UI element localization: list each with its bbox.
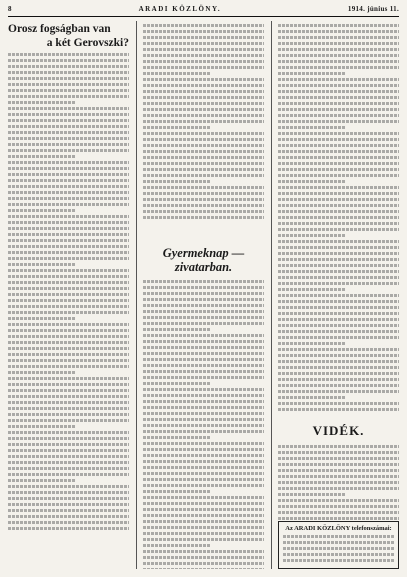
illegible-text-line — [143, 508, 264, 511]
issue-date: 1914. június 11. — [347, 5, 399, 13]
illegible-text-line — [8, 365, 129, 368]
illegible-text-line — [278, 108, 399, 111]
illegible-text-line — [8, 65, 129, 68]
illegible-text-line — [8, 53, 129, 56]
illegible-text-line — [143, 340, 264, 343]
masthead-rule — [8, 16, 399, 17]
regional-section-heading: VIDÉK. — [312, 423, 365, 438]
illegible-text-line — [8, 161, 129, 164]
illegible-text-line — [8, 263, 75, 266]
illegible-text-line — [143, 490, 210, 493]
illegible-text-line — [143, 556, 264, 559]
illegible-text-line — [143, 424, 264, 427]
illegible-text-line — [8, 113, 129, 116]
illegible-text-line — [8, 527, 129, 530]
illegible-text-line — [8, 515, 129, 518]
illegible-text-line — [283, 559, 394, 562]
illegible-text-line — [8, 77, 129, 80]
illegible-text-line — [278, 499, 399, 502]
illegible-text-line — [8, 431, 129, 434]
column-body-text — [143, 24, 264, 219]
illegible-text-line — [278, 24, 399, 27]
illegible-text-line — [143, 328, 210, 331]
illegible-text-line — [8, 197, 129, 200]
illegible-text-line — [278, 42, 399, 45]
column-middle — [136, 21, 264, 569]
illegible-text-line — [278, 324, 399, 327]
illegible-text-line — [278, 372, 399, 375]
illegible-text-line — [143, 346, 264, 349]
illegible-text-line — [8, 347, 129, 350]
illegible-text-line — [8, 209, 75, 212]
illegible-text-line — [8, 245, 129, 248]
illegible-text-line — [278, 264, 399, 267]
illegible-text-line — [8, 341, 129, 344]
illegible-text-line — [143, 568, 264, 569]
illegible-text-line — [143, 376, 264, 379]
illegible-text-line — [8, 125, 129, 128]
lead-headline-line2: a két Gerovszki? — [46, 37, 129, 49]
illegible-text-line — [8, 287, 129, 290]
illegible-text-line — [8, 305, 129, 308]
illegible-text-line — [278, 457, 399, 460]
illegible-text-line — [143, 502, 264, 505]
illegible-text-line — [8, 317, 75, 320]
column-left — [8, 21, 129, 569]
illegible-text-line — [278, 348, 399, 351]
illegible-text-line — [278, 342, 345, 345]
illegible-text-line — [8, 473, 129, 476]
illegible-text-line — [278, 126, 345, 129]
illegible-text-line — [143, 436, 210, 439]
illegible-text-line — [278, 144, 399, 147]
illegible-text-line — [278, 246, 399, 249]
illegible-text-line — [143, 442, 264, 445]
column-body-text — [278, 24, 399, 411]
illegible-text-line — [278, 288, 345, 291]
illegible-text-line — [8, 479, 75, 482]
illegible-text-line — [8, 443, 129, 446]
illegible-text-line — [8, 185, 129, 188]
illegible-text-line — [143, 144, 264, 147]
illegible-text-line — [278, 378, 399, 381]
illegible-text-line — [143, 562, 264, 565]
column-body-text — [8, 53, 129, 530]
illegible-text-line — [8, 311, 129, 314]
illegible-text-line — [278, 306, 399, 309]
illegible-text-line — [278, 258, 399, 261]
illegible-text-line — [143, 102, 264, 105]
illegible-text-line — [143, 460, 264, 463]
illegible-text-line — [278, 312, 399, 315]
illegible-text-line — [143, 42, 264, 45]
illegible-text-line — [143, 204, 264, 207]
illegible-text-line — [8, 233, 129, 236]
illegible-text-line — [143, 388, 264, 391]
illegible-text-line — [8, 509, 129, 512]
illegible-text-line — [278, 330, 399, 333]
illegible-text-line — [8, 137, 129, 140]
illegible-text-line — [278, 270, 399, 273]
illegible-text-line — [143, 448, 264, 451]
illegible-text-line — [8, 119, 129, 122]
illegible-text-line — [278, 463, 399, 466]
illegible-text-line — [143, 472, 264, 475]
illegible-text-line — [278, 138, 399, 141]
illegible-text-line — [8, 215, 129, 218]
illegible-text-line — [278, 216, 399, 219]
illegible-text-line — [278, 402, 399, 405]
illegible-text-line — [143, 24, 264, 27]
illegible-text-line — [278, 511, 399, 514]
illegible-text-line — [143, 180, 210, 183]
illegible-text-line — [278, 30, 399, 33]
illegible-text-line — [8, 335, 129, 338]
illegible-text-line — [8, 275, 129, 278]
illegible-text-line — [143, 370, 264, 373]
telephone-numbers-box — [278, 521, 399, 569]
illegible-text-line — [278, 96, 399, 99]
illegible-text-line — [278, 174, 399, 177]
illegible-text-line — [143, 60, 264, 63]
illegible-text-line — [278, 186, 399, 189]
illegible-text-line — [278, 252, 399, 255]
illegible-text-line — [8, 257, 129, 260]
illegible-text-line — [278, 318, 399, 321]
illegible-text-line — [143, 364, 264, 367]
illegible-text-line — [8, 203, 129, 206]
illegible-text-line — [278, 354, 399, 357]
illegible-text-line — [143, 186, 264, 189]
illegible-text-line — [278, 48, 399, 51]
illegible-text-line — [8, 491, 129, 494]
illegible-text-line — [278, 78, 399, 81]
illegible-text-line — [8, 167, 129, 170]
illegible-text-line — [8, 383, 129, 386]
illegible-text-line — [278, 505, 399, 508]
illegible-text-line — [143, 156, 264, 159]
illegible-text-line — [278, 390, 399, 393]
illegible-text-line — [8, 251, 129, 254]
illegible-text-line — [143, 292, 264, 295]
illegible-text-line — [8, 437, 129, 440]
illegible-text-line — [278, 168, 399, 171]
feature-article — [143, 243, 264, 569]
illegible-text-line — [8, 179, 129, 182]
illegible-text-line — [8, 389, 129, 392]
illegible-text-line — [143, 192, 264, 195]
illegible-text-line — [278, 192, 399, 195]
illegible-text-line — [143, 66, 264, 69]
illegible-text-line — [143, 48, 264, 51]
illegible-text-line — [278, 132, 399, 135]
illegible-text-line — [143, 454, 264, 457]
illegible-text-line — [8, 485, 129, 488]
illegible-text-line — [278, 469, 399, 472]
illegible-text-line — [8, 467, 129, 470]
illegible-text-line — [278, 204, 399, 207]
illegible-text-line — [278, 360, 399, 363]
illegible-text-line — [278, 451, 399, 454]
illegible-text-line — [8, 413, 129, 416]
illegible-text-line — [8, 395, 129, 398]
illegible-text-line — [143, 138, 264, 141]
illegible-text-line — [143, 126, 210, 129]
illegible-text-line — [8, 449, 129, 452]
telephone-box-title: Az ARADI KÖZLÖNY telefonszámai: — [285, 525, 392, 532]
illegible-text-line — [143, 132, 264, 135]
telephone-box-lines — [283, 535, 394, 562]
illegible-text-line — [8, 59, 129, 62]
illegible-text-line — [278, 102, 399, 105]
illegible-text-line — [278, 90, 399, 93]
illegible-text-line — [143, 84, 264, 87]
illegible-text-line — [8, 359, 129, 362]
illegible-text-line — [143, 520, 264, 523]
illegible-text-line — [8, 293, 129, 296]
illegible-text-line — [143, 550, 264, 553]
illegible-text-line — [143, 96, 264, 99]
newspaper-title: ARADI KÖZLÖNY. — [138, 5, 222, 13]
illegible-text-line — [143, 544, 210, 547]
illegible-text-line — [143, 120, 264, 123]
illegible-text-line — [143, 538, 264, 541]
illegible-text-line — [143, 526, 264, 529]
illegible-text-line — [143, 72, 210, 75]
illegible-text-line — [143, 304, 264, 307]
lead-headline-line1: Orosz fogságban van — [8, 23, 111, 35]
illegible-text-line — [143, 168, 264, 171]
illegible-text-line — [143, 114, 264, 117]
illegible-text-line — [278, 228, 399, 231]
illegible-text-line — [8, 107, 129, 110]
illegible-text-line — [143, 36, 264, 39]
illegible-text-line — [278, 156, 399, 159]
illegible-text-line — [278, 396, 345, 399]
illegible-text-line — [278, 445, 399, 448]
illegible-text-line — [278, 384, 399, 387]
illegible-text-line — [143, 466, 264, 469]
illegible-text-line — [143, 514, 264, 517]
regional-section — [278, 419, 399, 523]
columns — [8, 21, 399, 569]
illegible-text-line — [143, 310, 264, 313]
illegible-text-line — [143, 286, 264, 289]
illegible-text-line — [143, 412, 264, 415]
illegible-text-line — [8, 299, 129, 302]
masthead — [8, 5, 399, 13]
illegible-text-line — [278, 114, 399, 117]
page-number: 8 — [8, 5, 12, 13]
illegible-text-line — [8, 281, 129, 284]
illegible-text-line — [278, 222, 399, 225]
illegible-text-line — [278, 517, 399, 520]
illegible-text-line — [143, 496, 264, 499]
illegible-text-line — [278, 408, 399, 411]
illegible-text-line — [278, 66, 399, 69]
column-right — [271, 21, 399, 569]
illegible-text-line — [278, 84, 399, 87]
illegible-text-line — [143, 174, 264, 177]
illegible-text-line — [8, 419, 129, 422]
illegible-text-line — [143, 150, 264, 153]
illegible-text-line — [278, 72, 345, 75]
illegible-text-line — [8, 455, 129, 458]
illegible-text-line — [143, 298, 264, 301]
illegible-text-line — [143, 30, 264, 33]
illegible-text-line — [8, 401, 129, 404]
illegible-text-line — [283, 541, 394, 544]
illegible-text-line — [8, 89, 129, 92]
illegible-text-line — [8, 131, 129, 134]
illegible-text-line — [8, 143, 129, 146]
illegible-text-line — [143, 478, 264, 481]
illegible-text-line — [278, 366, 399, 369]
illegible-text-line — [143, 394, 264, 397]
illegible-text-line — [8, 221, 129, 224]
illegible-text-line — [8, 149, 129, 152]
illegible-text-line — [8, 227, 129, 230]
illegible-text-line — [278, 282, 399, 285]
illegible-text-line — [8, 191, 129, 194]
illegible-text-line — [278, 481, 399, 484]
illegible-text-line — [8, 323, 129, 326]
illegible-text-line — [143, 316, 264, 319]
illegible-text-line — [143, 358, 264, 361]
illegible-text-line — [278, 150, 399, 153]
illegible-text-line — [8, 329, 129, 332]
illegible-text-line — [8, 425, 75, 428]
illegible-text-line — [278, 294, 399, 297]
illegible-text-line — [8, 269, 129, 272]
illegible-text-line — [143, 382, 210, 385]
illegible-text-line — [143, 400, 264, 403]
illegible-text-line — [278, 54, 399, 57]
illegible-text-line — [143, 210, 264, 213]
illegible-text-line — [8, 461, 129, 464]
illegible-text-line — [143, 198, 264, 201]
illegible-text-line — [143, 280, 264, 283]
illegible-text-line — [278, 300, 399, 303]
illegible-text-line — [8, 155, 75, 158]
illegible-text-line — [8, 101, 75, 104]
illegible-text-line — [278, 180, 345, 183]
illegible-text-line — [278, 198, 399, 201]
illegible-text-line — [8, 497, 129, 500]
illegible-text-line — [283, 553, 394, 556]
illegible-text-line — [143, 418, 264, 421]
illegible-text-line — [143, 162, 264, 165]
illegible-text-line — [8, 407, 129, 410]
illegible-text-line — [8, 377, 129, 380]
illegible-text-line — [283, 547, 394, 550]
illegible-text-line — [283, 535, 394, 538]
feature-headline: Gyermeknap — zivatarban. — [162, 246, 245, 274]
illegible-text-line — [8, 95, 129, 98]
illegible-text-line — [8, 83, 129, 86]
illegible-text-line — [8, 71, 129, 74]
illegible-text-line — [278, 336, 399, 339]
illegible-text-line — [8, 353, 129, 356]
illegible-text-line — [143, 484, 264, 487]
illegible-text-line — [143, 532, 264, 535]
illegible-text-line — [278, 487, 399, 490]
illegible-text-line — [278, 276, 399, 279]
illegible-text-line — [143, 406, 264, 409]
illegible-text-line — [8, 173, 129, 176]
illegible-text-line — [143, 352, 264, 355]
illegible-text-line — [278, 475, 399, 478]
illegible-text-line — [143, 54, 264, 57]
illegible-text-line — [143, 216, 264, 219]
illegible-text-line — [8, 503, 129, 506]
illegible-text-line — [278, 162, 399, 165]
illegible-text-line — [278, 36, 399, 39]
illegible-text-line — [8, 521, 129, 524]
illegible-text-line — [8, 371, 75, 374]
illegible-text-line — [278, 234, 345, 237]
feature-body-text — [143, 280, 264, 569]
illegible-text-line — [143, 90, 264, 93]
illegible-text-line — [143, 430, 264, 433]
illegible-text-line — [278, 120, 399, 123]
illegible-text-line — [278, 493, 345, 496]
regional-body-text — [278, 445, 399, 520]
illegible-text-line — [143, 334, 264, 337]
illegible-text-line — [278, 240, 399, 243]
illegible-text-line — [278, 210, 399, 213]
illegible-text-line — [143, 108, 264, 111]
illegible-text-line — [278, 60, 399, 63]
illegible-text-line — [8, 239, 129, 242]
illegible-text-line — [143, 78, 264, 81]
illegible-text-line — [143, 322, 264, 325]
